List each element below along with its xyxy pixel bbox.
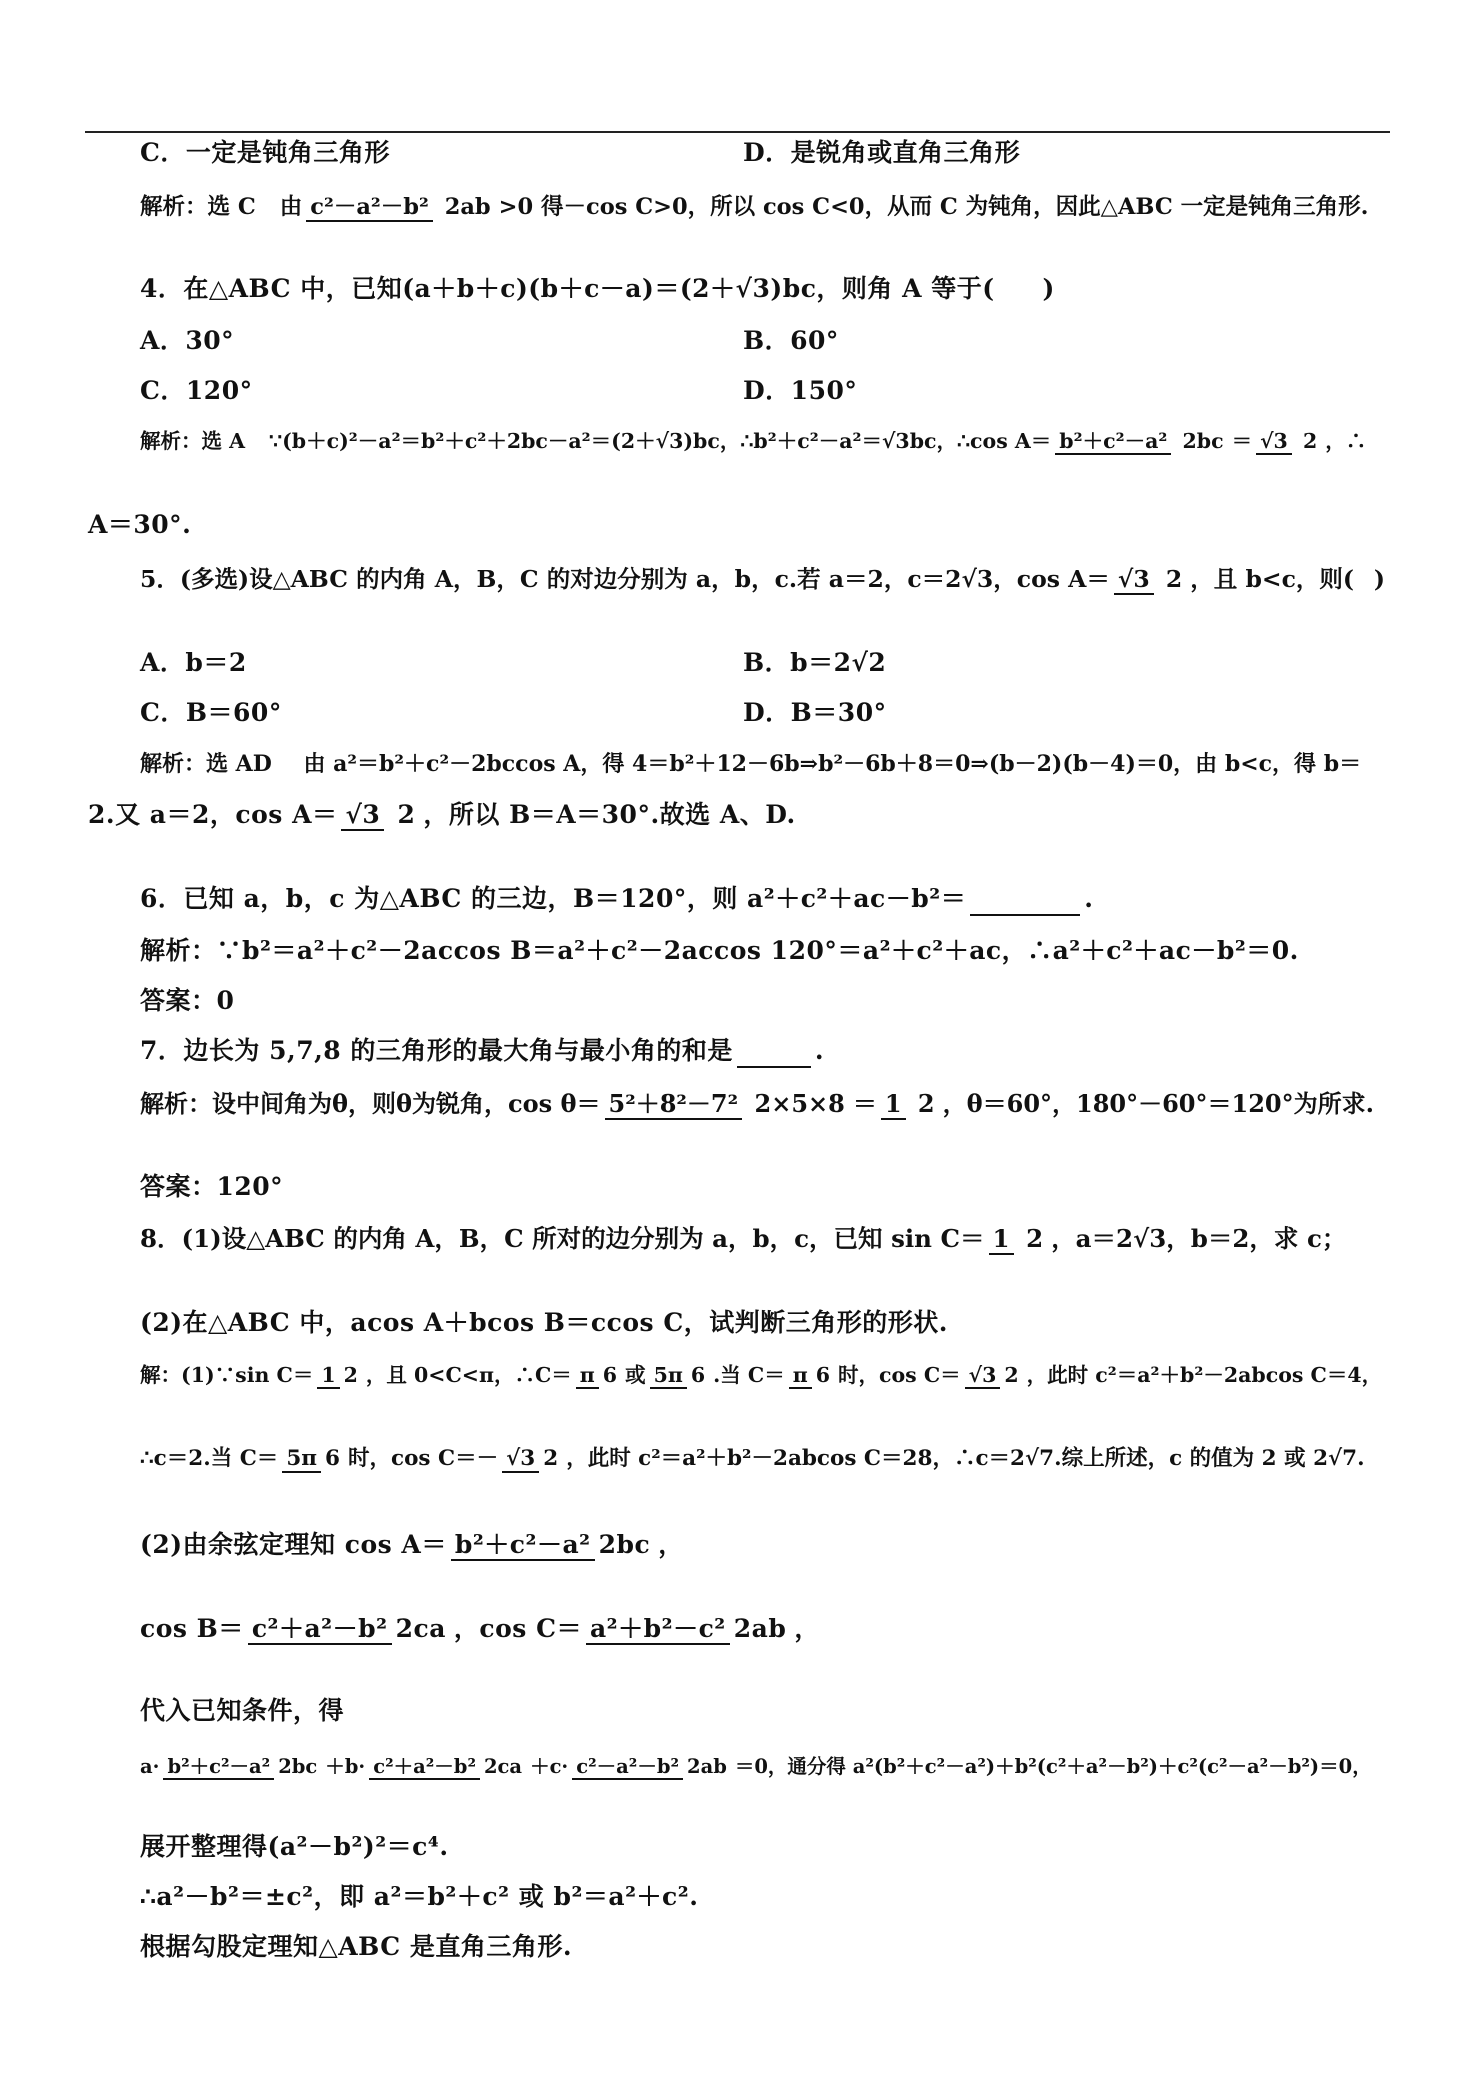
q5-analysis-label: 解析：选 AD (140, 751, 272, 777)
q5-fraction (1114, 564, 1186, 594)
q5-cont-post: ，所以 B＝A＝30°.故选 A、D. (423, 800, 796, 829)
q3-analysis (140, 190, 1385, 224)
q4-analysis-cont: A＝30°. (88, 510, 192, 539)
q8-sol4-f2-den: 2ab (733, 1614, 787, 1643)
q8-sol2-f1-num: 5π (282, 1446, 321, 1473)
q8-sol6-d: ＝0，通分得 a²(b²＋c²－a²)＋b²(c²＋a²－b²)＋c²(c²－a²－b²)＝0， (734, 1755, 1372, 1778)
q8-sol1-frac-4 (789, 1360, 834, 1390)
q4-frac2-den: 2 (1302, 429, 1318, 453)
q8-sol1-b: ，且 0<C<π，∴C＝ (365, 1363, 572, 1387)
q8-solution-line-9: 根据勾股定理知△ABC 是直角三角形. (140, 1932, 573, 1961)
q8-sol1-frac-1 (317, 1360, 362, 1390)
q3-analysis-label: 解析：选 C (140, 194, 256, 220)
q5-cont-frac-den: 2 (397, 800, 416, 829)
q8-sol1-frac-2 (576, 1360, 621, 1390)
q4-stem-end: ) (1042, 274, 1055, 303)
q6-answer-blank (970, 888, 1080, 916)
q3-options-row (140, 136, 1385, 170)
q7-stem-end: . (814, 1036, 825, 1065)
q8-solution-line-2 (140, 1442, 1385, 1476)
q8-sol3-a: (2)由余弦定理知 cos A＝ (140, 1530, 447, 1559)
q5-stem (140, 562, 1385, 596)
q8-sol6-frac-2 (369, 1752, 526, 1782)
q8-sol6-frac-3 (572, 1752, 731, 1782)
q5-stem-end: ) (1373, 565, 1385, 593)
q8-solution-line-6 (140, 1750, 1385, 1784)
q8-solution-line-1 (140, 1358, 1385, 1392)
q8-sol3-frac (451, 1530, 654, 1560)
q8-sol2-f2-den: 2 (543, 1446, 559, 1471)
q4-frac2-num: √3 (1256, 429, 1292, 455)
q5-stem-pre: 5．(多选)设△ABC 的内角 A，B，C 的对边分别为 a，b，c.若 a＝2，c＝2√3，cos A＝ (140, 565, 1110, 593)
q7-analysis-pre: 解析：设中间角为θ，则θ为锐角，cos θ＝ (140, 1089, 601, 1118)
q8-part1-pre: 8．(1)设△ABC 的内角 A，B，C 所对的边分别为 a，b，c，已知 sin C＝ (140, 1224, 985, 1253)
q3-frac-num: c²－a²－b² (306, 194, 433, 222)
header-rule (85, 131, 1390, 133)
q8-sol4-c: ， (794, 1614, 820, 1643)
q8-sol6-f1-den: 2bc (278, 1755, 318, 1778)
q5-frac-den: 2 (1165, 565, 1183, 593)
q5-cont-frac-num: √3 (341, 800, 384, 831)
q7-analysis (140, 1087, 1385, 1121)
q7-fraction-2 (881, 1089, 939, 1119)
q4-options-row-2 (140, 374, 1385, 408)
q8-sol4-frac-2 (586, 1614, 790, 1644)
q8-sol6-f2-num: c²＋a²－b² (369, 1755, 480, 1780)
q4-frac1-num: b²＋c²－a² (1055, 429, 1171, 455)
q7-answer: 答案：120° (140, 1172, 284, 1201)
q4-option-c: C．120° (140, 376, 253, 405)
q7-stem (140, 1034, 1385, 1068)
q8-sol6-frac-1 (163, 1752, 321, 1782)
q7-fraction-1 (605, 1089, 849, 1119)
q5-analysis-cont (88, 798, 1385, 832)
q4-options-row-1 (140, 324, 1385, 358)
q7-analysis-post: ，θ＝60°，180°－60°＝120°为所求. (942, 1089, 1374, 1118)
q8-part2: (2)在△ABC 中，acos A＋bcos B＝ccos C，试判断三角形的形状. (140, 1308, 948, 1337)
q4-option-a: A．30° (140, 326, 235, 355)
q4-analysis-label: 解析：选 A (140, 429, 246, 453)
q4-stem-text: 4．在△ABC 中，已知(a＋b＋c)(b＋c－a)＝(2＋√3)bc，则角 A 等于( (140, 274, 995, 303)
q3-analysis-post: >0 得－cos C>0，所以 cos C<0，从而 C 为钝角，因此△ABC 一定是钝角三角形. (498, 194, 1369, 220)
q4-fraction-1 (1055, 426, 1227, 456)
q8-sol1-f4-num: π (789, 1363, 812, 1389)
q7-frac1-num: 5²＋8²－7² (605, 1089, 743, 1120)
q8-sol1-frac-3 (650, 1360, 710, 1390)
q8-sol6-f3-num: c²－a²－b² (572, 1755, 683, 1780)
q5-option-a: A．b＝2 (140, 648, 247, 677)
q4-analysis-pre: ∵(b＋c)²－a²＝b²＋c²＋2bc－a²＝(2＋√3)bc，∴b²＋c²－a²＝√3bc，∴cos A＝ (269, 429, 1052, 453)
q4-option-d: D．150° (743, 376, 858, 405)
q8-sol2-frac-2 (502, 1444, 562, 1474)
q8-sol2-f2-num: √3 (502, 1446, 539, 1473)
q6-stem (140, 882, 1385, 916)
q3-frac-den: 2ab (444, 194, 491, 220)
q8-sol4-f2-num: a²＋b²－c² (586, 1614, 730, 1645)
q3-fraction (306, 192, 494, 222)
q8-sol1-d: .当 C＝ (713, 1363, 785, 1387)
q4-analysis (140, 424, 1385, 458)
q3-option-d: D．是锐角或直角三角形 (743, 138, 1021, 167)
q8-sol1-f4-den: 6 (815, 1363, 830, 1387)
q8-sol1-f5-den: 2 (1004, 1363, 1019, 1387)
q5-option-b: B．b＝2√2 (743, 648, 887, 677)
q8-sol4-frac-1 (248, 1614, 450, 1644)
q8-solution-line-7: 展开整理得(a²－b²)²＝c⁴. (140, 1832, 449, 1861)
q8-sol4-a: cos B＝ (140, 1614, 244, 1643)
q8-sol2-c: ，此时 c²＝a²＋b²－2abcos C＝28，∴c＝2√7.综上所述，c 的值为 2 或 2√7. (566, 1446, 1365, 1471)
q8-sol1-frac-5 (965, 1360, 1023, 1390)
q8-sol2-frac-1 (282, 1444, 344, 1474)
q8-sol6-c: ＋c· (530, 1755, 569, 1778)
q8-part1-frac-num: 1 (989, 1224, 1014, 1255)
q4-analysis-post: ，∴ (1325, 429, 1367, 453)
q8-solution-line-5: 代入已知条件，得 (140, 1696, 345, 1725)
q8-sol1-c: 或 (625, 1363, 646, 1387)
q8-sol1-f5-num: √3 (965, 1363, 1001, 1389)
q5-options-row-2 (140, 696, 1385, 730)
q7-stem-text: 7．边长为 5,7,8 的三角形的最大角与最小角的和是 (140, 1036, 733, 1065)
q6-stem-end: . (1084, 884, 1094, 913)
q8-sol2-b: 时，cos C＝－ (347, 1446, 499, 1471)
q5-analysis-text: 由 a²＝b²＋c²－2bccos A，得 4＝b²＋12－6b⇒b²－6b＋8＝0⇒(b－2)(b－4)＝0，由 b<c，得 b＝ (303, 751, 1362, 777)
q8-part1 (140, 1222, 1385, 1256)
q5-option-d: D．B＝30° (743, 698, 887, 727)
q8-sol2-a: ∴c＝2.当 C＝ (140, 1446, 279, 1471)
q8-solution-line-8: ∴a²－b²＝±c²，即 a²＝b²＋c² 或 b²＝a²＋c². (140, 1882, 699, 1911)
q8-sol6-a: a· (140, 1755, 160, 1778)
q8-sol1-e: 时，cos C＝ (837, 1363, 961, 1387)
q8-sol4-f1-den: 2ca (395, 1614, 446, 1643)
q8-sol3-b: ， (658, 1530, 684, 1559)
q8-sol2-f1-den: 6 (325, 1446, 340, 1471)
q8-sol1-f2-num: π (576, 1363, 599, 1389)
q5-cont-fraction (341, 800, 419, 830)
q8-sol1-f1-num: 1 (317, 1363, 339, 1389)
q8-sol3-f-num: b²＋c²－a² (451, 1530, 595, 1561)
q6-answer: 答案：0 (140, 986, 235, 1015)
q8-sol3-f-den: 2bc (598, 1530, 651, 1559)
q7-frac2-den: 2 (917, 1089, 935, 1118)
q3-analysis-pre: 由 (279, 194, 303, 220)
q5-options-row-1 (140, 646, 1385, 680)
q5-stem-post: ，且 b<c，则( (1190, 565, 1354, 593)
q8-sol1-a: 解：(1)∵sin C＝ (140, 1363, 314, 1387)
q7-eq: ＝ (852, 1089, 877, 1118)
q8-sol6-f2-den: 2ca (483, 1755, 523, 1778)
q4-option-b: B．60° (743, 326, 839, 355)
q7-answer-blank (737, 1040, 811, 1068)
q8-sol6-f3-den: 2ab (687, 1755, 727, 1778)
q8-sol4-f1-num: c²＋a²－b² (248, 1614, 392, 1645)
q5-option-c: C．B＝60° (140, 698, 282, 727)
q8-part1-fraction (989, 1224, 1048, 1254)
q4-frac1-den: 2bc (1182, 429, 1224, 453)
q8-sol1-f2-den: 6 (602, 1363, 618, 1387)
q6-analysis: 解析：∵b²＝a²＋c²－2accos B＝a²＋c²－2accos 120°＝a²＋c²＋ac，∴a²＋c²＋ac－b²＝0. (140, 936, 1299, 965)
q7-frac1-den: 2×5×8 (754, 1089, 845, 1118)
q8-sol6-b: ＋b· (325, 1755, 366, 1778)
q5-analysis (140, 747, 1385, 781)
q8-sol1-f3-num: 5π (650, 1363, 687, 1389)
q7-frac2-num: 1 (881, 1089, 906, 1120)
q8-part1-frac-den: 2 (1026, 1224, 1044, 1253)
q8-solution-line-3 (140, 1528, 1385, 1562)
q3-option-c: C．一定是钝角三角形 (140, 138, 390, 167)
q8-sol1-f1-den: 2 (343, 1363, 358, 1387)
q6-stem-text: 6．已知 a，b，c 为△ABC 的三边，B＝120°，则 a²＋c²＋ac－b²＝ (140, 884, 967, 913)
q8-sol4-b: ，cos C＝ (453, 1614, 582, 1643)
q8-sol1-f: ，此时 c²＝a²＋b²－2abcos C＝4， (1026, 1363, 1383, 1387)
q8-sol6-f1-num: b²＋c²－a² (163, 1755, 274, 1780)
q4-fraction-2 (1256, 426, 1321, 456)
q4-stem (140, 272, 1385, 306)
q5-frac-num: √3 (1114, 565, 1154, 595)
q8-part1-post: ，a＝2√3，b＝2，求 c； (1051, 1224, 1347, 1253)
q4-eq: ＝ (1231, 429, 1253, 453)
q8-solution-line-4 (140, 1612, 1385, 1646)
q8-sol1-f3-den: 6 (690, 1363, 706, 1387)
q5-cont-pre: 2.又 a＝2，cos A＝ (88, 800, 338, 829)
